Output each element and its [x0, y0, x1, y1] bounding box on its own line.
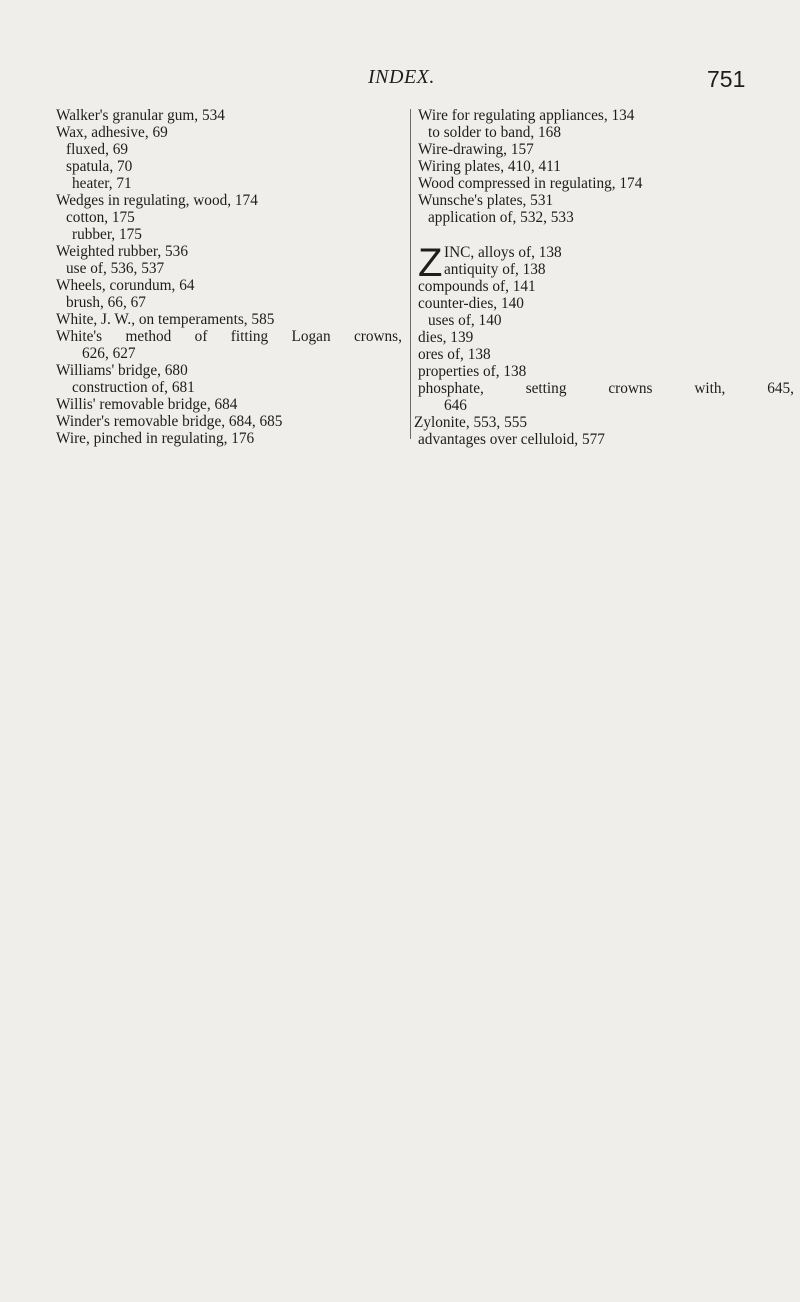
column-divider: [410, 109, 411, 439]
page-title: INDEX.: [368, 66, 435, 88]
index-entry: White, J. W., on temperaments, 585: [56, 311, 275, 328]
index-entry: Weighted rubber, 536: [56, 243, 188, 260]
index-entry: Wire for regulating appliances, 134: [418, 107, 635, 124]
index-entry: uses of, 140: [428, 312, 502, 329]
index-entry-word: crowns,: [353, 328, 402, 345]
index-entry: counter-dies, 140: [418, 295, 524, 312]
running-head: [0, 66, 800, 96]
index-entry: Wedges in regulating, wood, 174: [56, 192, 258, 209]
index-entry: Willis' removable bridge, 684: [56, 396, 238, 413]
drop-cap: Z: [418, 241, 443, 285]
index-entry-word: of: [194, 328, 208, 345]
index-entry: Williams' bridge, 680: [56, 362, 188, 379]
index-entry: ores of, 138: [418, 346, 491, 363]
index-entry: Wunsche's plates, 531: [418, 192, 554, 209]
page-number: 751: [707, 66, 746, 92]
index-entry: application of, 532, 533: [428, 209, 574, 226]
index-entry: use of, 536, 537: [66, 260, 165, 277]
index-entry-word: setting: [525, 380, 567, 397]
index-entry: [418, 380, 798, 397]
index-entry: [56, 328, 406, 345]
index-entry: 626, 627: [82, 345, 136, 362]
index-entry-word: with,: [694, 380, 726, 397]
index-entry: Wire-drawing, 157: [418, 141, 534, 158]
index-entry: heater, 71: [72, 175, 132, 192]
index-entry: spatula, 70: [66, 158, 133, 175]
index-column-left: [56, 107, 406, 447]
index-entry: brush, 66, 67: [66, 294, 146, 311]
index-entry: construction of, 681: [72, 379, 195, 396]
index-entry-word: Logan: [291, 328, 331, 345]
index-entry: Wax, adhesive, 69: [56, 124, 168, 141]
index-entry: properties of, 138: [418, 363, 527, 380]
zinc-section-head: [418, 241, 798, 285]
index-entry: cotton, 175: [66, 209, 135, 226]
index-entry: to solder to band, 168: [428, 124, 561, 141]
index-entry-word: phosphate,: [418, 380, 484, 397]
index-entry: Winder's removable bridge, 684, 685: [56, 413, 283, 430]
index-entry: 646: [444, 397, 467, 414]
index-entry: Wiring plates, 410, 411: [418, 158, 561, 175]
index-entry-word: 645,: [767, 380, 794, 397]
index-entry: dies, 139: [418, 329, 474, 346]
index-entry: Walker's granular gum, 534: [56, 107, 225, 124]
index-entry: Wood compressed in regulating, 174: [418, 175, 643, 192]
section-gap: [418, 226, 798, 244]
index-entry-word: fitting: [230, 328, 269, 345]
index-entry-word: method: [125, 328, 172, 345]
index-entry: Wire, pinched in regulating, 176: [56, 430, 255, 447]
index-entry: rubber, 175: [72, 226, 142, 243]
index-entry-word: crowns: [608, 380, 653, 397]
index-entry: Zylonite, 553, 555: [414, 414, 528, 431]
index-entry: fluxed, 69: [66, 141, 129, 158]
index-entry: advantages over celluloid, 577: [418, 431, 605, 448]
index-entry: INC, alloys of, 138: [444, 244, 562, 261]
index-column-right: [414, 107, 798, 448]
index-entry-word: White's: [56, 328, 103, 345]
index-entry: compounds of, 141: [418, 278, 536, 295]
index-entry: Wheels, corundum, 64: [56, 277, 195, 294]
index-entry: antiquity of, 138: [444, 261, 546, 278]
